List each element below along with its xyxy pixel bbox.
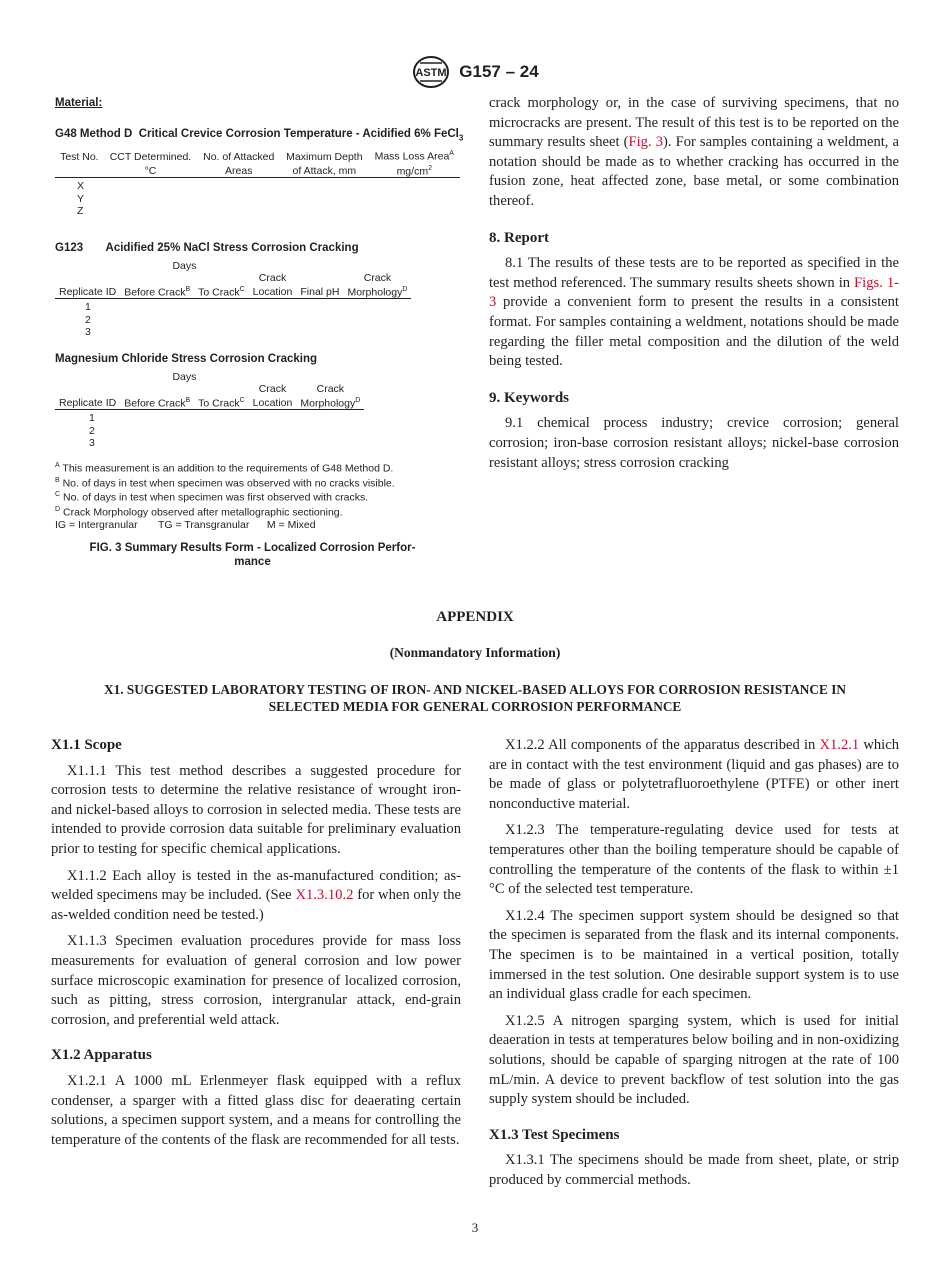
page-header (0, 55, 950, 89)
mgcl-rows: 1 2 3 (89, 412, 95, 450)
g48-heading: G48 Method D Critical Crevice Corrosion Temperature - Acidified 6% FeCl$_3$ (55, 128, 464, 143)
x1-1-heading: X1.1 Scope (51, 737, 122, 753)
x1-2-heading: X1.2 Apparatus (51, 1047, 152, 1064)
g48-table: Test No. CCT Determined. No. of Attacked Maximum Depth Mass Loss Area$^A$ °C Areas of Attack, mm $mg/cm^2$ (55, 148, 460, 178)
appendix-subtitle: (Nonmandatory Information) (389, 645, 561, 660)
g123-table: Days Crack Crack Replicate ID Before Crack$^B$ To Crack$^C$ Location Final pH Morphology$^D$ (55, 260, 411, 300)
g123-rows: 1 2 3 (85, 301, 91, 339)
paragraph-x1-2-3: X1.2.3 The temperature-regulating device used for tests at temperatures other than the boiling temperature should be capable of controlling the temperature of the contents of the flask to within ±1 °C of the selected test temperature. (489, 822, 899, 898)
paragraph-x1-2-5: X1.2.5 A nitrogen sparging system, which is used for initial deaeration in tests at temperatures below boiling and in non-oxidizing solutions, should be capable of sparging nitrogen at the rate of 100 mL/min. A device to prevent backflow of test solution into the gas supply system should be included. (489, 1012, 899, 1108)
paragraph-x1-2-4: X1.2.4 The specimen support system should be designed so that the specimen is separated from the flask and its internal components. The specimen is to be maintained in a vertical position, totally immersed in the test solution. One desirable support system is to use an individual glass cradle for each specimen. (489, 907, 899, 1003)
astm-logo-icon (411, 55, 451, 89)
paragraph-9-1: 9.1 chemical process industry; crevice corrosion; general corrosion; iron-base corrosion resistant alloys; nickel-base corrosion resistant alloys; stress corrosion cracking (489, 415, 899, 471)
paragraph-crack-morphology: crack morphology or, in the case of surviving specimens, that no microcracks are present. The result of this test is to be reported on the summary results sheet (Fig. 3). For samples containing a weldment, a notation should be made as to whether cracking has occurred in the fusion zone, heat affected zone, base metal, or some combination thereof. (489, 95, 900, 209)
material-label: Material: (55, 97, 103, 109)
paragraph-x1-3-1: X1.3.1 The specimens should be made from sheet, plate, or strip produced by commercial methods. (489, 1152, 899, 1188)
x1-title: X1. SUGGESTED LABORATORY TESTING OF IRON- AND NICKEL-BASED ALLOYS FOR CORROSION RESISTANCE IN SELECTED MEDIA FOR GENERAL CORROSION PERFORMANCE (104, 682, 846, 714)
right-column-top (489, 94, 899, 480)
left-column-bottom (51, 736, 461, 1157)
mgcl-heading: Magnesium Chloride Stress Corrosion Cracking (55, 352, 318, 365)
svg-text:ASTM: ASTM (415, 67, 447, 79)
section-9-heading: 9. Keywords (489, 389, 569, 406)
paragraph-8-1: 8.1 The results of these tests are to be reported as specified in the test method referenced. The summary results sheets shown in Figs. 1-3 provide a convenient form to present the results in a consistent format. For samples containing a weldment, notations should be made regarding the filler metal composition and the dilution of the weld being tested. (489, 255, 899, 370)
x1-3-heading: X1.3 Test Specimens (489, 1126, 620, 1143)
fig-3-link[interactable]: Fig. 3 (628, 134, 663, 151)
mgcl-table: Days Crack Crack Replicate ID Before Crack$^B$ To Crack$^C$ Location Morphology$^D$ (55, 371, 364, 411)
morphology-legend: IG = Intergranular TG = Transgranular M = Mixed (55, 518, 316, 531)
paragraph-x1-1-3: X1.1.3 Specimen evaluation procedures provide for mass loss measurements for evaluation of general corrosion and low power surface microscopic examination for presence of localized corrosion, such as pitting, stress corrosion, intergranular attack, end-grain corrosion, and preferential weld attack. (51, 933, 461, 1028)
appendix-title: APPENDIX (436, 609, 514, 625)
document-id: G157 – 24 (459, 62, 539, 81)
figs-1-3-link[interactable]: Figs. 1-3 (489, 274, 899, 311)
figure-3 (55, 97, 465, 569)
g123-heading: G123 Acidified 25% NaCl Stress Corrosion Cracking (55, 241, 359, 254)
paragraph-x1-2-2: X1.2.2 All components of the apparatus described in X1.2.1 which are in contact with the test environment (liquid and gas phases) are to be made of glass or polytetrafluoroethylene (PTFE) or other inert nonconductive material. (489, 737, 899, 812)
x1-3-10-2-link[interactable]: X1.3.10.2 (295, 887, 354, 904)
g48-rows: X Y Z (77, 180, 85, 218)
figure-caption: FIG. 3 Summary Results Form - Localized Corrosion Perfor- mance (89, 541, 416, 568)
figure-notes: $^A$ This measurement is an addition to the requirements of G48 Method D. $^B$ No. of days in test when specimen was observed with no cracks visible. $^C$ No. of days in test when specimen was first observed with cracks. $^D$ Crack Morphology observed after metallographic sectioning. IG = Intergranular TG = Transgranular M = Mixed (55, 460, 465, 531)
x1-2-1-link[interactable]: X1.2.1 (819, 737, 860, 753)
paragraph-x1-1-2: X1.1.2 Each alloy is tested in the as-manufactured condition; as-welded specimens may be included. (See X1.3.10.2 for when only the as-welded condition need be tested.) (51, 867, 461, 923)
paragraph-x1-2-1: X1.2.1 A 1000 mL Erlenmeyer flask equipped with a reflux condenser, a sparger with a fitted glass disc for deaerating certain solutions, a specimen support system, and a means for controlling the temperature of the contents of the flask are recommended for all tests. (51, 1072, 461, 1148)
page-number: 3 (471, 1220, 479, 1235)
right-column-bottom (489, 736, 899, 1197)
paragraph-x1-1-1: X1.1.1 This test method describes a suggested procedure for corrosion tests to determine the relative resistance of wrought iron- and nickel-based alloys to corrosion in selected media. These tests are intended to provide corrosion data suitable for preliminary evaluation prior to testing for specific chemical applications. (51, 762, 461, 857)
section-8-heading: 8. Report (489, 229, 549, 246)
